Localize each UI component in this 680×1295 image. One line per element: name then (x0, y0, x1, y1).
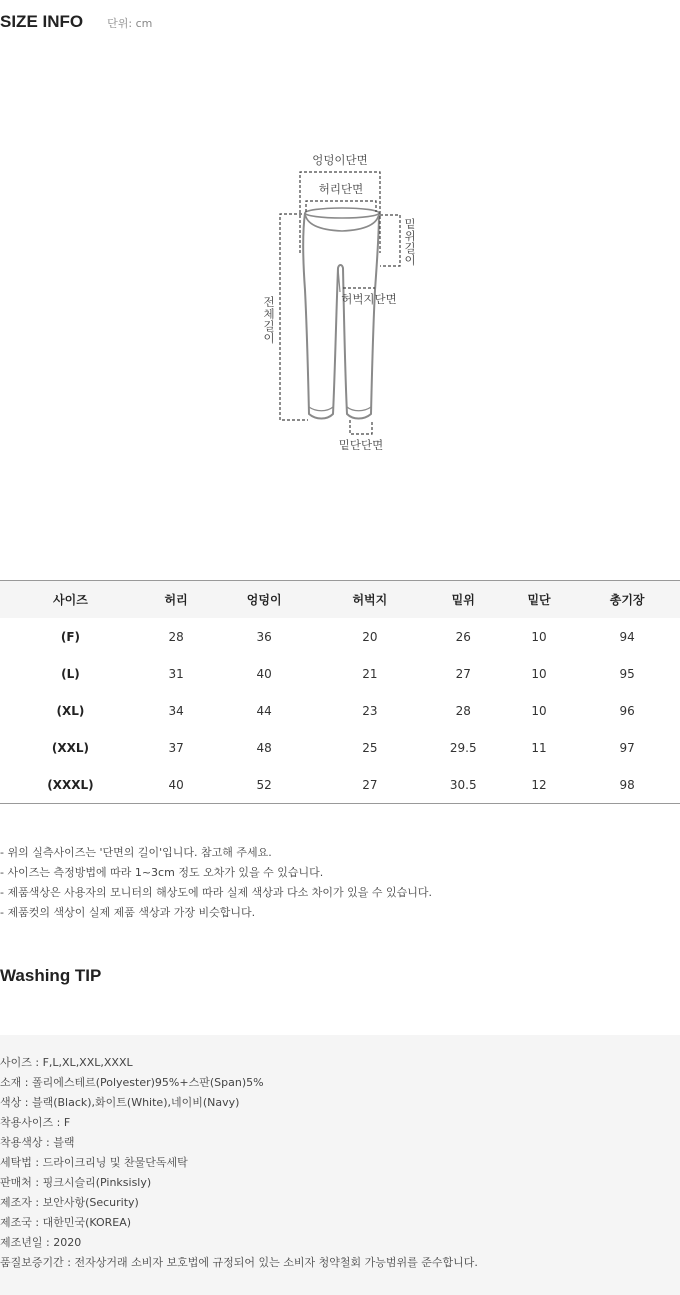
length-label-3: 길 (263, 319, 275, 333)
table-cell: (F) (60, 629, 81, 644)
info-line-colors: 색상 : 블랙(Black),화이트(White),네이비(Navy) (0, 1096, 240, 1109)
table-cell: 10 (531, 703, 547, 718)
info-line-sizes: 사이즈 : F,L,XL,XXL,XXXL (0, 1056, 133, 1069)
table-cell: 98 (574, 766, 680, 804)
table-header-row (0, 581, 680, 619)
column-header-waist: 허리 (141, 581, 211, 619)
table-row (0, 692, 680, 729)
column-header-hem: 밑단 (504, 581, 574, 619)
table-cell: 21 (362, 666, 378, 681)
table-cell: 12 (504, 766, 574, 804)
table-cell: 10 (531, 629, 547, 644)
table-cell: (XXXL) (0, 766, 141, 804)
table-cell: 20 (362, 629, 378, 644)
table-cell: 26 (455, 629, 471, 644)
table-cell: (XL) (56, 703, 85, 718)
table-cell: 25 (362, 740, 378, 755)
waist-label: 허리단면 (318, 182, 364, 196)
table-cell: 30.5 (423, 766, 504, 804)
rise-label-4: 이 (404, 253, 416, 267)
size-notes (0, 843, 680, 923)
table-cell: 96 (619, 703, 635, 718)
table-cell: 48 (256, 740, 272, 755)
table-row (0, 655, 680, 692)
column-header-rise: 밑위 (423, 581, 504, 619)
table-cell: 95 (619, 666, 635, 681)
table-cell: 31 (168, 666, 184, 681)
table-row (0, 618, 680, 655)
table-cell: (XXL) (51, 740, 89, 755)
rise-label-3: 길 (404, 241, 416, 255)
info-line-material: 소재 : 폴리에스테르(Polyester)95%+스판(Span)5% (0, 1076, 264, 1089)
column-header-thigh: 허벅지 (317, 581, 423, 619)
info-line-washing-method: 세탁법 : 드라이크리닝 및 찬물단독세탁 (0, 1156, 188, 1169)
size-info-header (0, 12, 152, 36)
size-table (0, 580, 680, 804)
rise-label-1: 밑 (404, 217, 416, 231)
table-cell: 97 (619, 740, 635, 755)
rise-label-2: 위 (404, 229, 416, 243)
hem-label: 밑단단면 (338, 438, 384, 452)
table-cell: 44 (256, 703, 272, 718)
table-cell: 29.5 (449, 740, 477, 755)
info-line-year: 제조년일 : 2020 (0, 1236, 82, 1249)
table-cell: 27 (317, 766, 423, 804)
table-cell: 52 (211, 766, 317, 804)
info-line-seller: 판매처 : 핑크시슬리(Pinksisly) (0, 1176, 152, 1189)
table-cell: 23 (362, 703, 378, 718)
info-line-country: 제조국 : 대한민국(KOREA) (0, 1216, 132, 1229)
table-cell: 94 (619, 629, 635, 644)
table-cell: 11 (531, 740, 547, 755)
table-cell: 40 (141, 766, 211, 804)
table-row (0, 729, 680, 766)
column-header-size: 사이즈 (0, 581, 141, 619)
length-label-4: 이 (263, 331, 275, 345)
table-cell: 10 (531, 666, 547, 681)
column-header-length: 총기장 (574, 581, 680, 619)
note-line: - 사이즈는 측정방법에 따라 1~3cm 정도 오차가 있을 수 있습니다. (0, 866, 324, 879)
info-line-manufacturer: 제조자 : 보안사항(Security) (0, 1196, 139, 1209)
unit-label: 단위: cm (107, 17, 153, 30)
length-label-1: 전 (263, 295, 275, 309)
table-row (0, 766, 680, 804)
size-info-title: SIZE INFO (0, 12, 84, 31)
table-cell: 28 (455, 703, 471, 718)
note-line: - 제품컷의 색상이 실제 제품 색상과 가장 비슷합니다. (0, 906, 256, 919)
table-cell: (L) (61, 666, 80, 681)
table-cell: 27 (455, 666, 471, 681)
product-info-box (0, 1035, 680, 1295)
product-info-list (0, 1053, 680, 1273)
leggings-diagram (0, 140, 680, 470)
note-line: - 제품색상은 사용자의 모니터의 해상도에 따라 실제 색상과 다소 차이가 있을 수 있습니다. (0, 886, 432, 899)
column-header-hip: 엉덩이 (211, 581, 317, 619)
leggings-illustration (303, 208, 379, 419)
table-cell: 37 (168, 740, 184, 755)
thigh-label: 허벅지단면 (341, 292, 397, 306)
table-cell: 34 (168, 703, 184, 718)
info-line-worn-color: 착용색상 : 블랙 (0, 1136, 75, 1149)
washing-tip-title: Washing TIP (0, 966, 102, 985)
info-line-worn-size: 착용사이즈 : F (0, 1116, 71, 1129)
table-cell: 36 (256, 629, 272, 644)
note-line: - 위의 실측사이즈는 '단면의 길이'입니다. 참고해 주세요. (0, 846, 272, 859)
table-cell: 28 (168, 629, 184, 644)
length-label-2: 체 (263, 307, 275, 321)
info-line-warranty: 품질보증기간 : 전자상거래 소비자 보호법에 규정되어 있는 소비자 청약철회 가능범위를 준수합니다. (0, 1256, 478, 1269)
hip-label: 엉덩이단면 (312, 153, 368, 167)
table-cell: 40 (256, 666, 272, 681)
